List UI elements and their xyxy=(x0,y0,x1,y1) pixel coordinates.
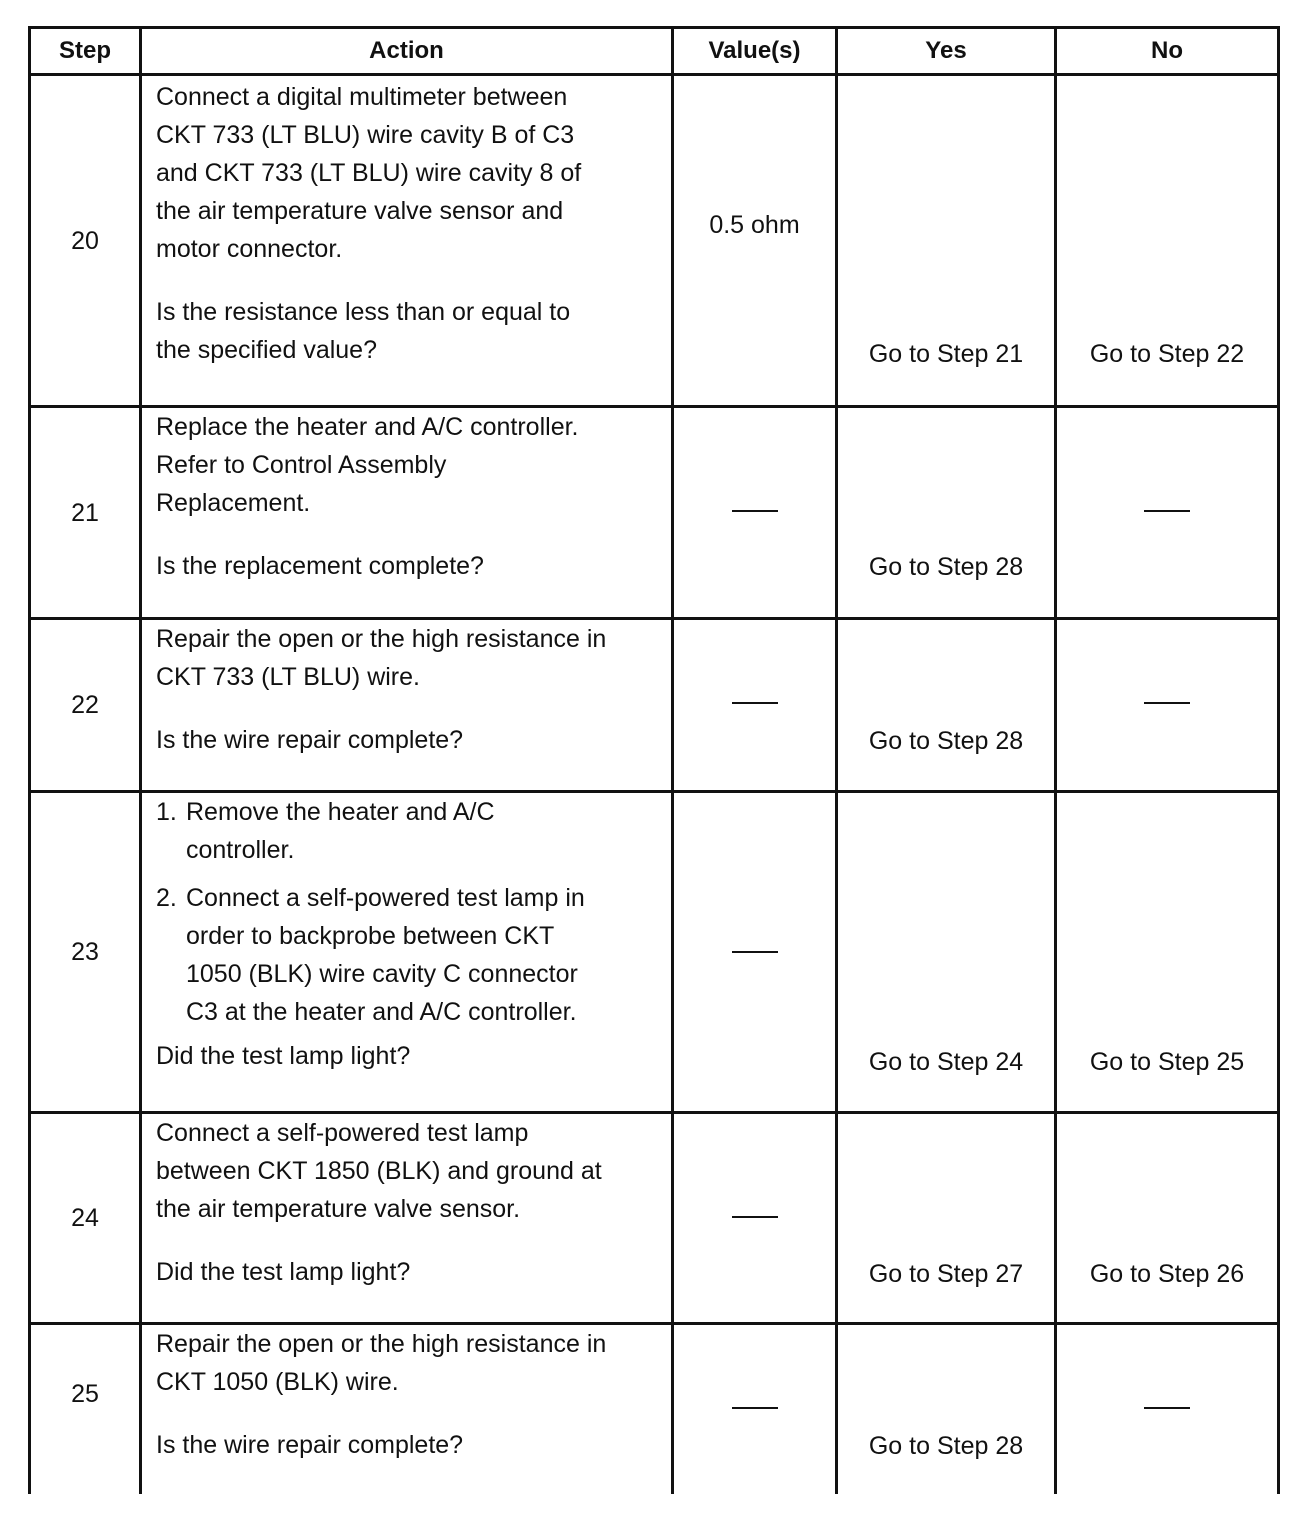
step-number: 20 xyxy=(30,75,141,407)
header-no: No xyxy=(1056,28,1279,75)
diagnostic-table-container xyxy=(28,26,1277,1494)
goto-yes-link[interactable]: Go to Step 27 xyxy=(868,1260,1024,1288)
value-cell xyxy=(673,619,837,792)
step-number: 21 xyxy=(30,407,141,619)
yes-cell xyxy=(837,1324,1056,1494)
no-cell xyxy=(1056,407,1279,619)
action-line: Replace the heater and A/C controller. xyxy=(156,413,579,441)
diagnostic-table xyxy=(28,26,1280,1494)
action-line: the air temperature valve sensor. xyxy=(156,1195,521,1223)
question-line: Is the resistance less than or equal to xyxy=(156,298,571,326)
value-cell xyxy=(673,1324,837,1494)
value-cell xyxy=(673,792,837,1113)
question-text xyxy=(156,547,659,585)
no-cell xyxy=(1056,1324,1279,1494)
question-text xyxy=(156,1253,659,1291)
header-yes: Yes xyxy=(837,28,1056,75)
no-cell xyxy=(1056,75,1279,407)
yes-cell xyxy=(837,792,1056,1113)
question-line: Is the wire repair complete? xyxy=(156,1431,464,1459)
goto-no-link[interactable]: Go to Step 25 xyxy=(1089,1048,1245,1076)
list-item-line: 1050 (BLK) wire cavity C connector xyxy=(186,960,578,988)
table-row-step-22 xyxy=(30,619,1279,792)
not-applicable-dash xyxy=(732,951,778,953)
yes-cell xyxy=(837,619,1056,792)
action-text xyxy=(156,620,659,696)
action-line: CKT 1050 (BLK) wire. xyxy=(156,1368,399,1396)
action-line: between CKT 1850 (BLK) and ground at xyxy=(156,1157,602,1185)
not-applicable-dash xyxy=(1144,1407,1190,1409)
action-cell xyxy=(141,619,673,792)
goto-yes-link[interactable]: Go to Step 28 xyxy=(868,727,1024,755)
step-number: 24 xyxy=(30,1113,141,1324)
question-text xyxy=(156,1426,659,1464)
action-line: the air temperature valve sensor and xyxy=(156,197,564,225)
yes-cell xyxy=(837,1113,1056,1324)
action-text xyxy=(156,1114,659,1228)
action-text xyxy=(156,1325,659,1401)
question-line: Is the replacement complete? xyxy=(156,552,484,580)
list-item-line: controller. xyxy=(186,836,295,864)
action-cell xyxy=(141,1113,673,1324)
goto-yes-link[interactable]: Go to Step 21 xyxy=(868,340,1024,368)
question-text xyxy=(156,293,659,369)
list-item-line: Remove the heater and A/C xyxy=(186,798,495,826)
table-row-step-21 xyxy=(30,407,1279,619)
not-applicable-dash xyxy=(732,702,778,704)
list-item xyxy=(156,879,659,1031)
list-item-line: Connect a self-powered test lamp in xyxy=(186,884,585,912)
question-line: Did the test lamp light? xyxy=(156,1258,411,1286)
action-text xyxy=(156,408,659,522)
question-line: the specified value? xyxy=(156,336,377,364)
goto-yes-link[interactable]: Go to Step 28 xyxy=(868,553,1024,581)
action-cell xyxy=(141,75,673,407)
goto-yes-link[interactable]: Go to Step 24 xyxy=(868,1048,1024,1076)
value-cell xyxy=(673,407,837,619)
goto-no-link[interactable]: Go to Step 22 xyxy=(1089,340,1245,368)
value-cell xyxy=(673,1113,837,1324)
action-line: CKT 733 (LT BLU) wire. xyxy=(156,663,420,691)
not-applicable-dash xyxy=(1144,510,1190,512)
action-text xyxy=(156,78,659,268)
header-action: Action xyxy=(141,28,673,75)
action-line: Refer to Control Assembly xyxy=(156,451,447,479)
yes-cell xyxy=(837,407,1056,619)
action-step-list xyxy=(156,793,659,1031)
table-row-step-23 xyxy=(30,792,1279,1113)
action-cell xyxy=(141,1324,673,1494)
question-text xyxy=(156,1037,659,1075)
not-applicable-dash xyxy=(1144,702,1190,704)
value-cell xyxy=(673,75,837,407)
question-line: Is the wire repair complete? xyxy=(156,726,464,754)
table-row-step-20 xyxy=(30,75,1279,407)
goto-yes-link[interactable]: Go to Step 28 xyxy=(868,1432,1024,1460)
no-cell xyxy=(1056,1113,1279,1324)
question-text xyxy=(156,721,659,759)
value-text: 0.5 ohm xyxy=(709,211,800,239)
step-number: 23 xyxy=(30,792,141,1113)
list-item xyxy=(156,793,659,869)
table-row-step-24 xyxy=(30,1113,1279,1324)
action-cell xyxy=(141,792,673,1113)
action-line: CKT 733 (LT BLU) wire cavity B of C3 xyxy=(156,121,575,149)
header-values: Value(s) xyxy=(673,28,837,75)
yes-cell xyxy=(837,75,1056,407)
action-line: and CKT 733 (LT BLU) wire cavity 8 of xyxy=(156,159,582,187)
no-cell xyxy=(1056,792,1279,1113)
action-cell xyxy=(141,407,673,619)
not-applicable-dash xyxy=(732,510,778,512)
step-number: 22 xyxy=(30,619,141,792)
not-applicable-dash xyxy=(732,1407,778,1409)
list-item-number: 2. xyxy=(156,884,177,912)
action-line: Replacement. xyxy=(156,489,311,517)
list-item-line: C3 at the heater and A/C controller. xyxy=(186,998,577,1026)
action-line: Connect a digital multimeter between xyxy=(156,83,568,111)
goto-no-link[interactable]: Go to Step 26 xyxy=(1089,1260,1245,1288)
header-row xyxy=(30,28,1279,75)
step-number: 25 xyxy=(30,1324,141,1494)
header-step: Step xyxy=(30,28,141,75)
list-item-number: 1. xyxy=(156,798,177,826)
question-line: Did the test lamp light? xyxy=(156,1042,411,1070)
table-row-step-25 xyxy=(30,1324,1279,1494)
action-line: Repair the open or the high resistance in xyxy=(156,625,607,653)
no-cell xyxy=(1056,619,1279,792)
action-line: Repair the open or the high resistance in xyxy=(156,1330,607,1358)
not-applicable-dash xyxy=(732,1216,778,1218)
list-item-line: order to backprobe between CKT xyxy=(186,922,555,950)
action-line: Connect a self-powered test lamp xyxy=(156,1119,529,1147)
action-line: motor connector. xyxy=(156,235,343,263)
